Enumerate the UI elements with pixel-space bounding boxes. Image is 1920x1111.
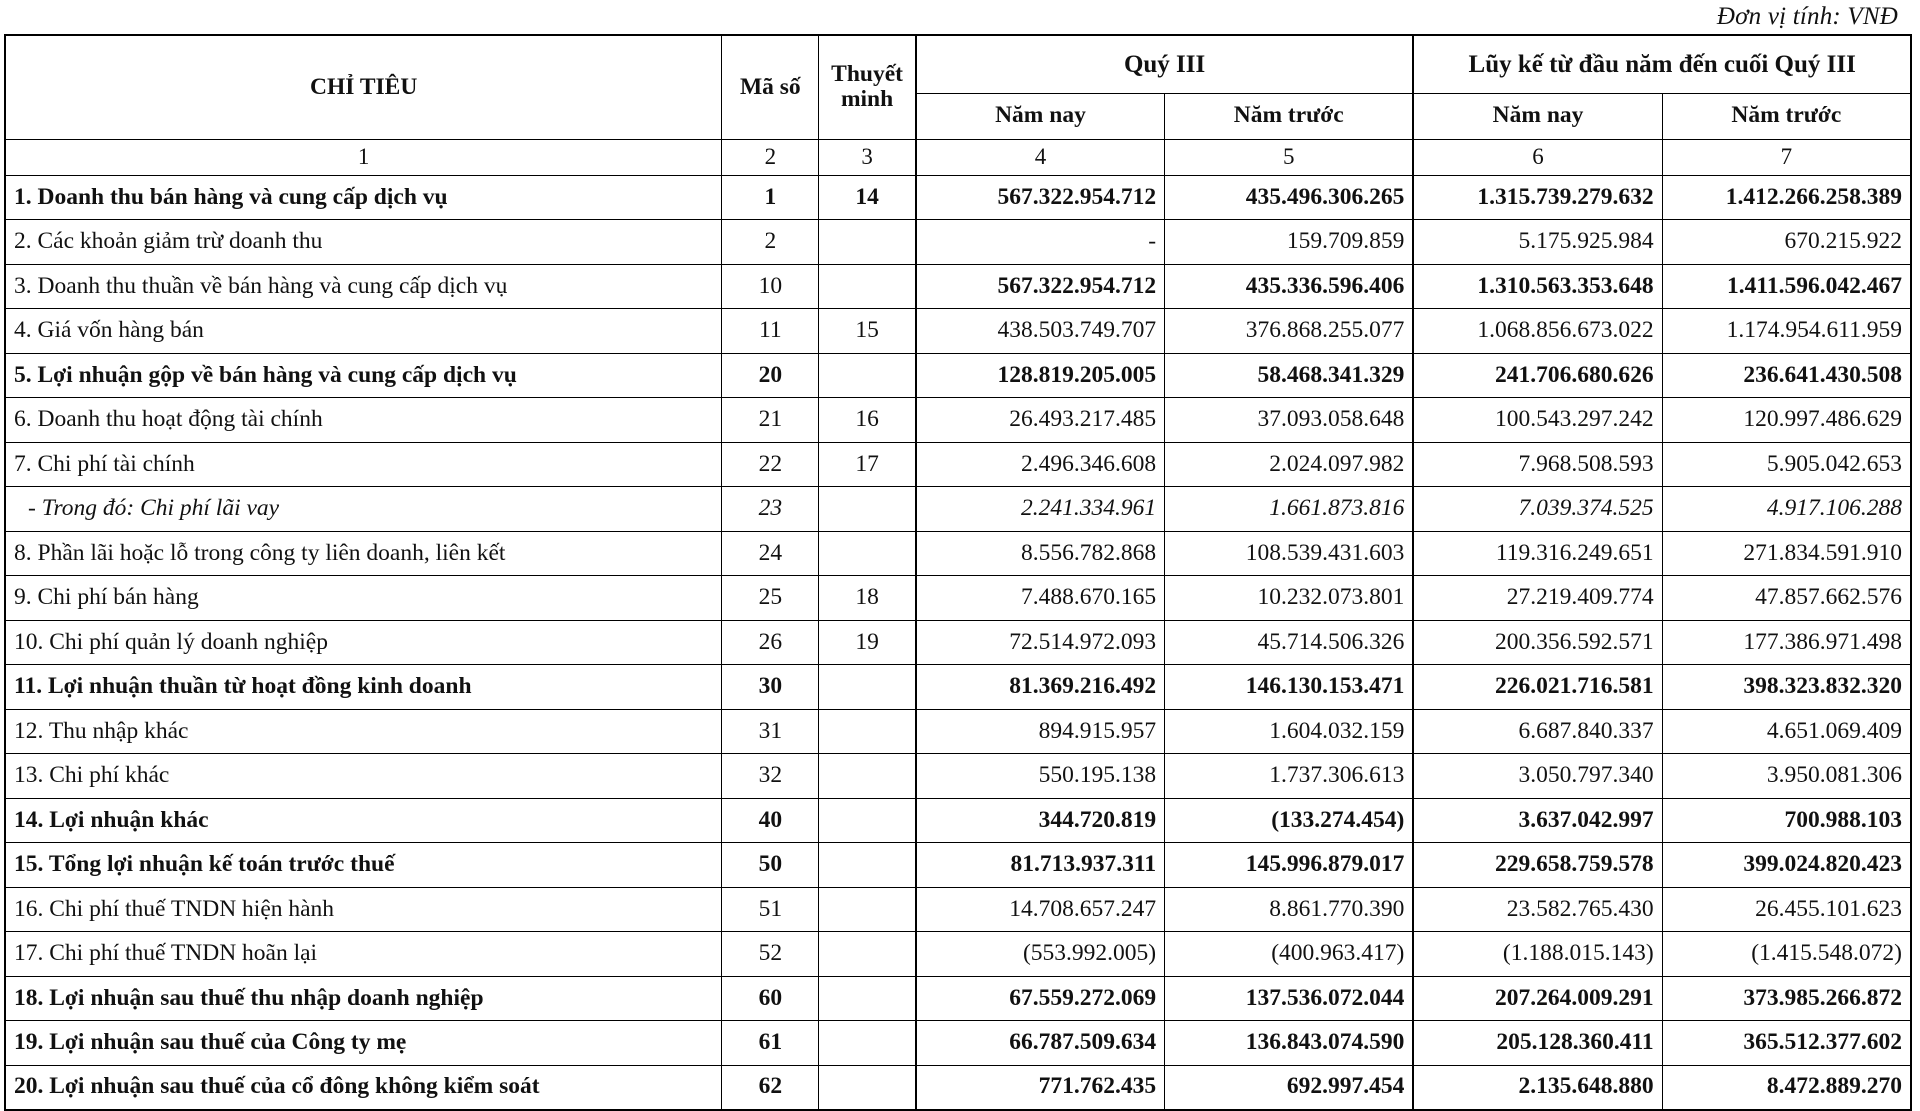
row-code: 26: [722, 620, 819, 665]
row-note: [819, 353, 916, 398]
row-quarter-previous: (400.963.417): [1165, 932, 1414, 977]
row-code: 21: [722, 398, 819, 443]
row-label: - Trong đó: Chi phí lãi vay: [5, 487, 722, 532]
row-quarter-current: 14.708.657.247: [916, 887, 1165, 932]
column-number-row: [5, 139, 1911, 175]
header-group-quarter: Quý III: [916, 35, 1414, 93]
row-quarter-current: 567.322.954.712: [916, 175, 1165, 220]
table-row: [5, 798, 1911, 843]
header-group-cumulative: Lũy kế từ đầu năm đến cuối Quý III: [1413, 35, 1911, 93]
row-note: [819, 1021, 916, 1066]
row-quarter-previous: 45.714.506.326: [1165, 620, 1414, 665]
row-quarter-previous: 159.709.859: [1165, 220, 1414, 265]
row-note: [819, 709, 916, 754]
row-cumulative-current: 207.264.009.291: [1413, 976, 1662, 1021]
row-label: 11. Lợi nhuận thuần từ hoạt đồng kinh doanh: [5, 665, 722, 710]
column-number-1: 1: [5, 139, 722, 175]
row-quarter-current: 438.503.749.707: [916, 309, 1165, 354]
row-cumulative-previous: 700.988.103: [1662, 798, 1911, 843]
row-quarter-current: 8.556.782.868: [916, 531, 1165, 576]
row-cumulative-current: 1.315.739.279.632: [1413, 175, 1662, 220]
row-cumulative-previous: 5.905.042.653: [1662, 442, 1911, 487]
row-code: 32: [722, 754, 819, 799]
table-row: [5, 932, 1911, 977]
row-code: 10: [722, 264, 819, 309]
row-cumulative-current: 3.637.042.997: [1413, 798, 1662, 843]
row-note: 15: [819, 309, 916, 354]
row-quarter-previous: (133.274.454): [1165, 798, 1414, 843]
row-label: 20. Lợi nhuận sau thuế của cổ đông không kiểm soát: [5, 1065, 722, 1110]
table-row: [5, 531, 1911, 576]
row-note: [819, 264, 916, 309]
row-code: 40: [722, 798, 819, 843]
row-quarter-current: 344.720.819: [916, 798, 1165, 843]
table-row: [5, 309, 1911, 354]
row-cumulative-previous: 4.651.069.409: [1662, 709, 1911, 754]
row-label: 19. Lợi nhuận sau thuế của Công ty mẹ: [5, 1021, 722, 1066]
row-label: 3. Doanh thu thuần về bán hàng và cung cấp dịch vụ: [5, 264, 722, 309]
row-cumulative-previous: 236.641.430.508: [1662, 353, 1911, 398]
row-quarter-current: 81.369.216.492: [916, 665, 1165, 710]
row-cumulative-previous: (1.415.548.072): [1662, 932, 1911, 977]
table-body: [5, 175, 1911, 1110]
table-row: [5, 487, 1911, 532]
row-cumulative-previous: 670.215.922: [1662, 220, 1911, 265]
table-row: [5, 220, 1911, 265]
row-cumulative-previous: 1.174.954.611.959: [1662, 309, 1911, 354]
table-header: [5, 35, 1911, 175]
row-cumulative-current: 1.310.563.353.648: [1413, 264, 1662, 309]
row-code: 51: [722, 887, 819, 932]
row-code: 2: [722, 220, 819, 265]
row-cumulative-previous: 398.323.832.320: [1662, 665, 1911, 710]
row-cumulative-current: 226.021.716.581: [1413, 665, 1662, 710]
row-cumulative-previous: 47.857.662.576: [1662, 576, 1911, 621]
row-quarter-previous: 136.843.074.590: [1165, 1021, 1414, 1066]
row-note: [819, 531, 916, 576]
row-quarter-current: 2.496.346.608: [916, 442, 1165, 487]
row-cumulative-previous: 4.917.106.288: [1662, 487, 1911, 532]
row-note: 16: [819, 398, 916, 443]
row-quarter-current: 81.713.937.311: [916, 843, 1165, 888]
row-note: [819, 1065, 916, 1110]
row-note: [819, 932, 916, 977]
row-note: [819, 665, 916, 710]
unit-note: Đơn vị tính: VNĐ: [1716, 3, 1898, 30]
row-code: 25: [722, 576, 819, 621]
table-row: [5, 398, 1911, 443]
table-row: [5, 620, 1911, 665]
row-quarter-current: 894.915.957: [916, 709, 1165, 754]
row-quarter-previous: 10.232.073.801: [1165, 576, 1414, 621]
column-number-5: 5: [1165, 139, 1414, 175]
row-quarter-previous: 1.604.032.159: [1165, 709, 1414, 754]
row-code: 22: [722, 442, 819, 487]
row-quarter-previous: 2.024.097.982: [1165, 442, 1414, 487]
header-row-group: [5, 35, 1911, 93]
row-code: 24: [722, 531, 819, 576]
row-code: 50: [722, 843, 819, 888]
row-label: 16. Chi phí thuế TNDN hiện hành: [5, 887, 722, 932]
row-cumulative-previous: 365.512.377.602: [1662, 1021, 1911, 1066]
column-number-7: 7: [1662, 139, 1911, 175]
row-label: 7. Chi phí tài chính: [5, 442, 722, 487]
row-label: 18. Lợi nhuận sau thuế thu nhập doanh nghiệp: [5, 976, 722, 1021]
row-cumulative-current: 119.316.249.651: [1413, 531, 1662, 576]
row-code: 30: [722, 665, 819, 710]
row-cumulative-previous: 399.024.820.423: [1662, 843, 1911, 888]
row-cumulative-current: 7.039.374.525: [1413, 487, 1662, 532]
header-code: Mã số: [722, 35, 819, 139]
row-quarter-previous: 1.737.306.613: [1165, 754, 1414, 799]
row-quarter-current: 66.787.509.634: [916, 1021, 1165, 1066]
header-quarter-previous: Năm trước: [1165, 93, 1414, 139]
column-number-3: 3: [819, 139, 916, 175]
row-note: [819, 976, 916, 1021]
row-quarter-current: 567.322.954.712: [916, 264, 1165, 309]
row-cumulative-previous: 1.411.596.042.467: [1662, 264, 1911, 309]
row-code: 1: [722, 175, 819, 220]
row-cumulative-previous: 177.386.971.498: [1662, 620, 1911, 665]
row-quarter-previous: 8.861.770.390: [1165, 887, 1414, 932]
row-quarter-current: (553.992.005): [916, 932, 1165, 977]
row-quarter-current: 26.493.217.485: [916, 398, 1165, 443]
row-code: 52: [722, 932, 819, 977]
row-note: 14: [819, 175, 916, 220]
row-quarter-current: 72.514.972.093: [916, 620, 1165, 665]
row-quarter-current: 128.819.205.005: [916, 353, 1165, 398]
row-cumulative-current: 5.175.925.984: [1413, 220, 1662, 265]
column-number-2: 2: [722, 139, 819, 175]
row-quarter-previous: 108.539.431.603: [1165, 531, 1414, 576]
table-row: [5, 1021, 1911, 1066]
header-indicator: CHỈ TIÊU: [5, 35, 722, 139]
row-label: 10. Chi phí quản lý doanh nghiệp: [5, 620, 722, 665]
row-cumulative-previous: 271.834.591.910: [1662, 531, 1911, 576]
row-cumulative-current: (1.188.015.143): [1413, 932, 1662, 977]
table-row: [5, 264, 1911, 309]
row-label: 12. Thu nhập khác: [5, 709, 722, 754]
row-label: 1. Doanh thu bán hàng và cung cấp dịch vụ: [5, 175, 722, 220]
row-cumulative-previous: 8.472.889.270: [1662, 1065, 1911, 1110]
row-label: 14. Lợi nhuận khác: [5, 798, 722, 843]
row-label: 6. Doanh thu hoạt động tài chính: [5, 398, 722, 443]
row-cumulative-current: 6.687.840.337: [1413, 709, 1662, 754]
row-cumulative-previous: 373.985.266.872: [1662, 976, 1911, 1021]
row-quarter-previous: 376.868.255.077: [1165, 309, 1414, 354]
row-quarter-current: 2.241.334.961: [916, 487, 1165, 532]
header-note: Thuyết minh: [819, 35, 916, 139]
row-note: [819, 487, 916, 532]
row-quarter-previous: 692.997.454: [1165, 1065, 1414, 1110]
row-note: [819, 754, 916, 799]
row-cumulative-previous: 120.997.486.629: [1662, 398, 1911, 443]
column-number-6: 6: [1413, 139, 1662, 175]
row-quarter-previous: 58.468.341.329: [1165, 353, 1414, 398]
income-statement-table: [4, 34, 1912, 1111]
header-cumulative-current: Năm nay: [1413, 93, 1662, 139]
row-cumulative-current: 7.968.508.593: [1413, 442, 1662, 487]
row-quarter-previous: 146.130.153.471: [1165, 665, 1414, 710]
row-cumulative-current: 229.658.759.578: [1413, 843, 1662, 888]
row-note: 18: [819, 576, 916, 621]
row-cumulative-previous: 26.455.101.623: [1662, 887, 1911, 932]
row-code: 31: [722, 709, 819, 754]
row-cumulative-current: 100.543.297.242: [1413, 398, 1662, 443]
table-row: [5, 353, 1911, 398]
row-label: 15. Tổng lợi nhuận kế toán trước thuế: [5, 843, 722, 888]
row-code: 11: [722, 309, 819, 354]
row-cumulative-previous: 1.412.266.258.389: [1662, 175, 1911, 220]
row-quarter-previous: 37.093.058.648: [1165, 398, 1414, 443]
row-label: 4. Giá vốn hàng bán: [5, 309, 722, 354]
table-row: [5, 843, 1911, 888]
row-cumulative-current: 3.050.797.340: [1413, 754, 1662, 799]
row-quarter-current: 771.762.435: [916, 1065, 1165, 1110]
table-row: [5, 1065, 1911, 1110]
row-cumulative-current: 205.128.360.411: [1413, 1021, 1662, 1066]
row-quarter-current: 7.488.670.165: [916, 576, 1165, 621]
row-note: [819, 798, 916, 843]
row-cumulative-current: 23.582.765.430: [1413, 887, 1662, 932]
row-note: 17: [819, 442, 916, 487]
header-quarter-current: Năm nay: [916, 93, 1165, 139]
row-quarter-previous: 435.336.596.406: [1165, 264, 1414, 309]
row-label: 17. Chi phí thuế TNDN hoãn lại: [5, 932, 722, 977]
table-row: [5, 175, 1911, 220]
row-note: [819, 843, 916, 888]
column-number-4: 4: [916, 139, 1165, 175]
row-code: 23: [722, 487, 819, 532]
row-cumulative-current: 241.706.680.626: [1413, 353, 1662, 398]
row-quarter-previous: 145.996.879.017: [1165, 843, 1414, 888]
row-label: 9. Chi phí bán hàng: [5, 576, 722, 621]
row-cumulative-current: 2.135.648.880: [1413, 1065, 1662, 1110]
row-cumulative-current: 200.356.592.571: [1413, 620, 1662, 665]
row-code: 60: [722, 976, 819, 1021]
row-label: 5. Lợi nhuận gộp về bán hàng và cung cấp dịch vụ: [5, 353, 722, 398]
header-cumulative-previous: Năm trước: [1662, 93, 1911, 139]
table-row: [5, 665, 1911, 710]
row-code: 61: [722, 1021, 819, 1066]
row-code: 20: [722, 353, 819, 398]
table-row: [5, 709, 1911, 754]
table-row: [5, 887, 1911, 932]
row-label: 8. Phần lãi hoặc lỗ trong công ty liên doanh, liên kết: [5, 531, 722, 576]
row-note: [819, 220, 916, 265]
row-quarter-previous: 137.536.072.044: [1165, 976, 1414, 1021]
table-row: [5, 576, 1911, 621]
row-quarter-previous: 1.661.873.816: [1165, 487, 1414, 532]
row-code: 62: [722, 1065, 819, 1110]
row-quarter-current: 67.559.272.069: [916, 976, 1165, 1021]
row-cumulative-previous: 3.950.081.306: [1662, 754, 1911, 799]
row-quarter-current: -: [916, 220, 1165, 265]
table-row: [5, 976, 1911, 1021]
row-quarter-previous: 435.496.306.265: [1165, 175, 1414, 220]
row-label: 2. Các khoản giảm trừ doanh thu: [5, 220, 722, 265]
row-cumulative-current: 1.068.856.673.022: [1413, 309, 1662, 354]
row-label: 13. Chi phí khác: [5, 754, 722, 799]
table-row: [5, 754, 1911, 799]
table-row: [5, 442, 1911, 487]
row-cumulative-current: 27.219.409.774: [1413, 576, 1662, 621]
row-quarter-current: 550.195.138: [916, 754, 1165, 799]
row-note: [819, 887, 916, 932]
row-note: 19: [819, 620, 916, 665]
